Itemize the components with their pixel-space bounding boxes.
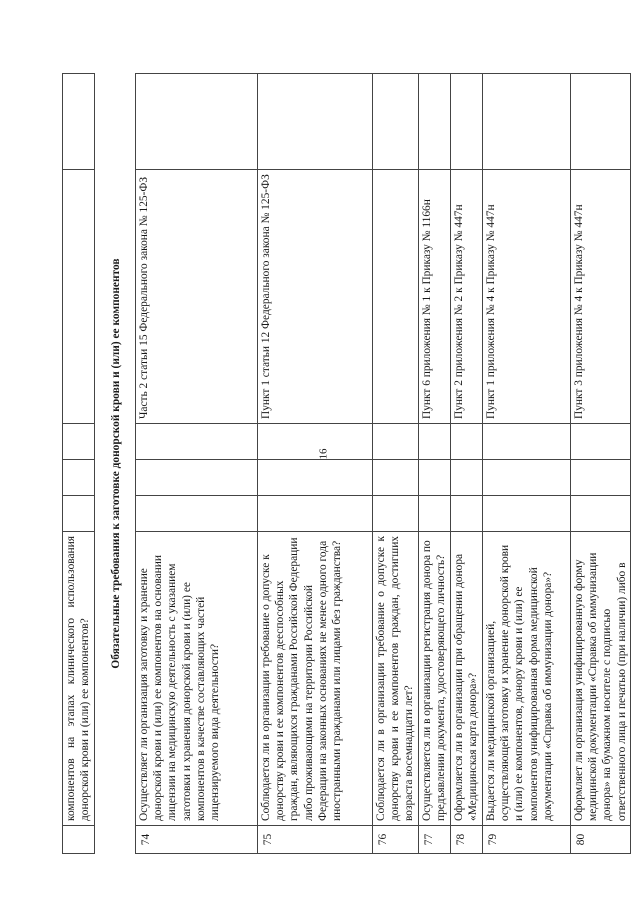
- table-row: [450, 74, 482, 854]
- row-number: 80: [570, 826, 630, 854]
- question-cell: Оформляет ли организация унифицированную форму медицинской документации «Справка об иммунизации донора» на бумажном носителе с подписью ответственного лица и печатью (при наличии) либо в: [570, 532, 630, 826]
- comment-cell: [257, 74, 372, 170]
- answer-na-cell: [570, 424, 630, 460]
- answer-yes-cell: [63, 496, 95, 532]
- question-cell: Соблюдается ли в организации требование о допуске к донорству крови и ее компонентов граждан, достигших возраста восемнадцати лет?: [372, 532, 418, 826]
- section-title: Обязательные требования к заготовке донорской крови и (или) ее компонентов: [94, 74, 135, 854]
- question-cell: Выдается ли медицинской организацией, осуществляющей заготовку и хранение донорской крови и (или) ее компонентов, донору крови и (или) ее компонентов унифицированная форма медицинской документации «Справка об иммунизации донора»?: [482, 532, 570, 826]
- table-row: [418, 74, 450, 854]
- answer-no-cell: [257, 460, 372, 496]
- answer-yes-cell: [257, 496, 372, 532]
- comment-cell: [450, 74, 482, 170]
- answer-na-cell: [135, 424, 257, 460]
- answer-na-cell: [418, 424, 450, 460]
- row-number: 74: [135, 826, 257, 854]
- page-number: 16: [317, 448, 330, 460]
- table-row: [135, 74, 257, 854]
- row-number: 79: [482, 826, 570, 854]
- comment-cell: [63, 74, 95, 170]
- question-cell: Оформляется ли в организации при обращении донора «Медицинская карта донора»?: [450, 532, 482, 826]
- row-number: 76: [372, 826, 418, 854]
- answer-no-cell: [63, 460, 95, 496]
- reference-cell: Пункт 2 приложения № 2 к Приказу № 447н: [450, 170, 482, 424]
- row-number: [63, 826, 95, 854]
- rotated-page: [62, 74, 634, 854]
- reference-cell: Пункт 3 приложения № 4 к Приказу № 447н: [570, 170, 630, 424]
- requirements-table: [62, 73, 631, 854]
- table-row: [63, 74, 95, 854]
- reference-cell: [372, 170, 418, 424]
- answer-na-cell: [257, 424, 372, 460]
- answer-no-cell: [570, 460, 630, 496]
- answer-yes-cell: [570, 496, 630, 532]
- answer-na-cell: [450, 424, 482, 460]
- table-row: [257, 74, 372, 854]
- question-cell: Осуществляется ли в организации регистрация донора по предъявлении документа, удостоверяющего личность?: [418, 532, 450, 826]
- answer-no-cell: [482, 460, 570, 496]
- answer-no-cell: [418, 460, 450, 496]
- comment-cell: [372, 74, 418, 170]
- answer-na-cell: [372, 424, 418, 460]
- answer-no-cell: [450, 460, 482, 496]
- answer-yes-cell: [372, 496, 418, 532]
- reference-cell: [63, 170, 95, 424]
- question-cell: Соблюдается ли в организации требование о допуске к донорству крови и ее компонентов дееспособных граждан, являющихся гражданами Российской Федерации либо проживающими на территории Российской Федерации на законных основаниях не менее одного года иностранными гражданами или лицами без гражданства?: [257, 532, 372, 826]
- reference-cell: Пункт 1 приложения № 4 к Приказу № 447н: [482, 170, 570, 424]
- question-cell: компонентов на этапах клинического использования донорской крови и (или) ее компонентов?: [63, 532, 95, 826]
- table-row: [372, 74, 418, 854]
- answer-na-cell: [63, 424, 95, 460]
- comment-cell: [570, 74, 630, 170]
- answer-na-cell: [482, 424, 570, 460]
- answer-yes-cell: [482, 496, 570, 532]
- comment-cell: [418, 74, 450, 170]
- reference-cell: Пункт 6 приложения № 1 к Приказу № 1166н: [418, 170, 450, 424]
- comment-cell: [135, 74, 257, 170]
- table-row: [482, 74, 570, 854]
- question-cell: Осуществляет ли организация заготовку и хранение донорской крови и (или) ее компонентов на основании лицензии на медицинскую деятельность с указанием заготовки и хранения донорской крови и (или) ее компонентов в качестве составляющих частей лицензируемого вида деятельности?: [135, 532, 257, 826]
- reference-cell: Часть 2 статьи 15 Федерального закона № 125-ФЗ: [135, 170, 257, 424]
- row-number: 75: [257, 826, 372, 854]
- answer-yes-cell: [418, 496, 450, 532]
- answer-no-cell: [372, 460, 418, 496]
- section-header-row: [94, 74, 135, 854]
- row-number: 78: [450, 826, 482, 854]
- table-row: [570, 74, 630, 854]
- answer-yes-cell: [450, 496, 482, 532]
- row-number: 77: [418, 826, 450, 854]
- comment-cell: [482, 74, 570, 170]
- answer-no-cell: [135, 460, 257, 496]
- reference-cell: Пункт 1 статьи 12 Федерального закона № 125-ФЗ: [257, 170, 372, 424]
- answer-yes-cell: [135, 496, 257, 532]
